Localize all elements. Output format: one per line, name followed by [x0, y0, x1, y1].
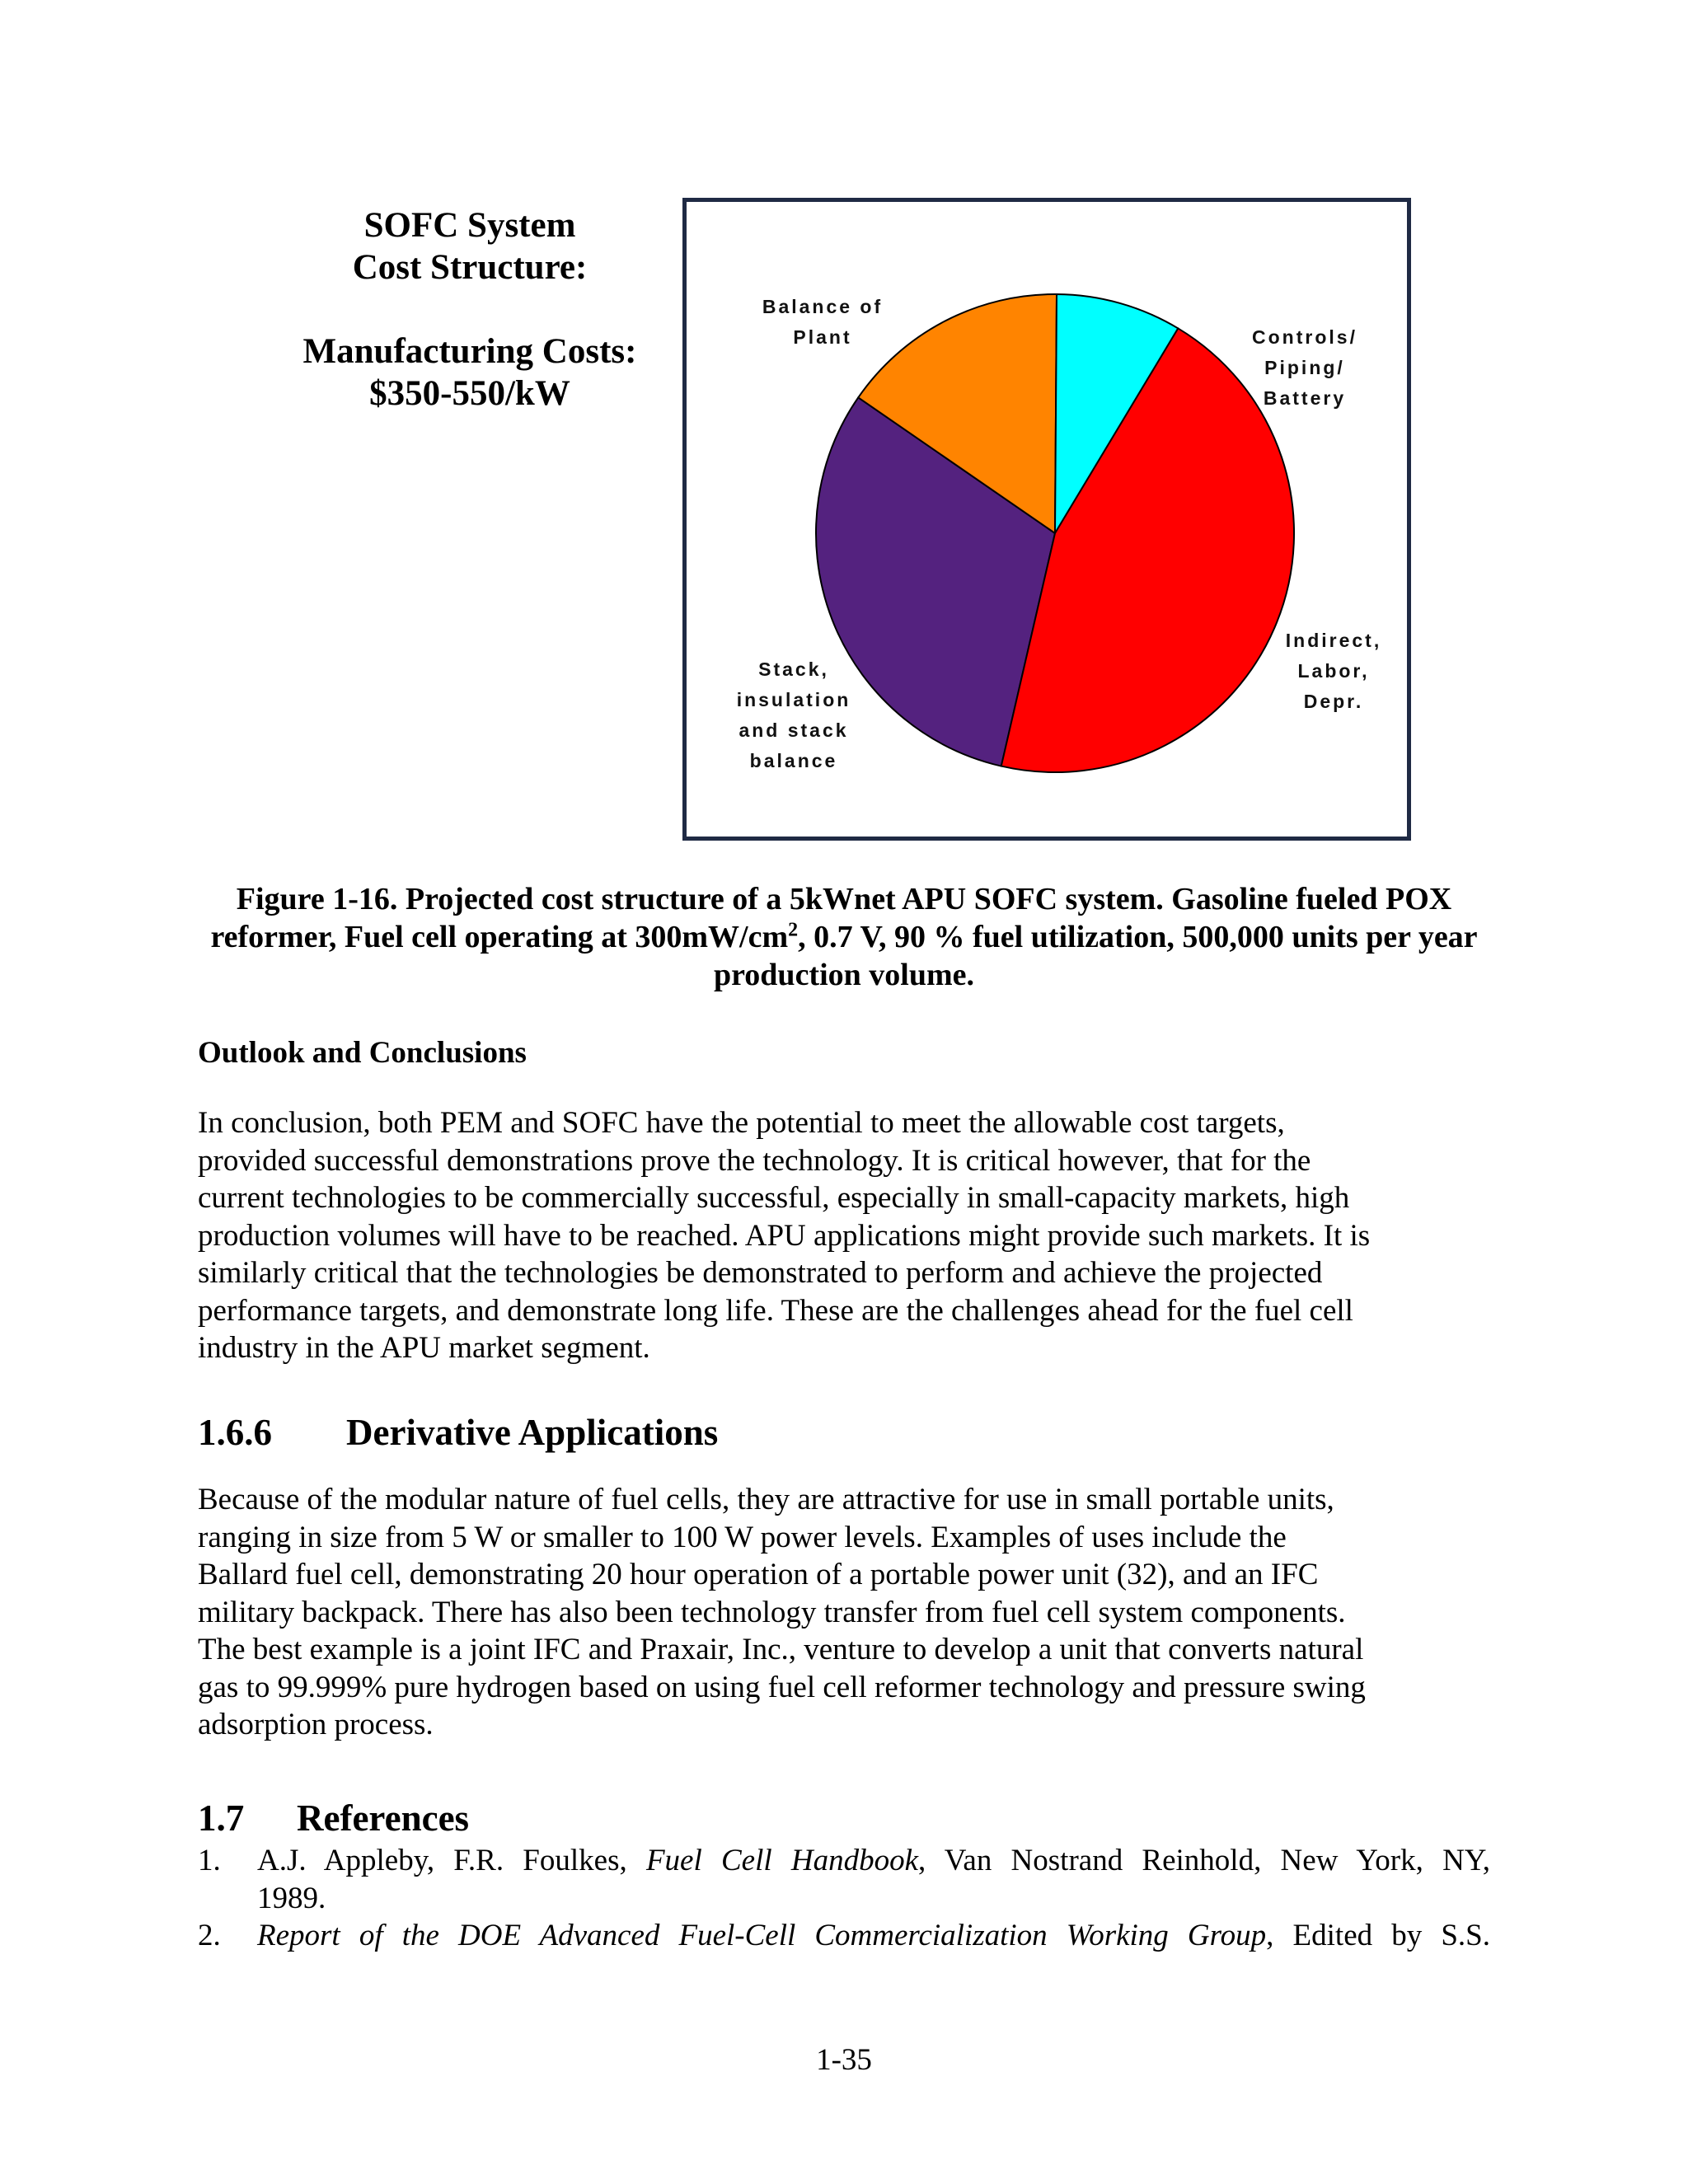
paragraph-line: adsorption process. [198, 1708, 434, 1741]
reference-line [257, 1842, 1490, 1880]
caption-text: Figure 1-16. Projected cost structure of a 5kWnet APU SOFC system. Gasoline fueled POX reformer, Fuel cell operating at 300mW/cm [210, 882, 1452, 954]
reference-line [257, 1917, 1490, 1955]
caption-superscript: 2 [788, 919, 799, 941]
paragraph-line: current technologies to be commercially successful, especially in small-capacity markets, high [198, 1181, 1350, 1215]
pie-slice-label: Indirect, Labor, Depr. [1285, 630, 1382, 712]
section-number: 1.7 [198, 1797, 245, 1839]
side-title-line: Manufacturing Costs: [302, 332, 637, 371]
figure-side-title [247, 204, 692, 415]
reference-author: A.J. Appleby, F.R. Foulkes, [257, 1844, 646, 1877]
reference-title: Report of the DOE Advanced Fuel-Cell Commercialization Working Group [257, 1919, 1267, 1952]
side-title-spacer [247, 288, 692, 330]
outlook-heading: Outlook and Conclusions [198, 1036, 527, 1070]
reference-item [198, 1917, 1490, 1955]
paragraph-line: gas to 99.999% pure hydrogen based on using fuel cell reformer technology and pressure swing [198, 1670, 1366, 1704]
section-title: References [297, 1797, 470, 1839]
section-number: 1.6.6 [198, 1412, 272, 1453]
paragraph-line: provided successful demonstrations prove the technology. It is critical however, that for the [198, 1143, 1311, 1178]
side-title-line: Cost Structure: [352, 248, 588, 287]
reference-item [198, 1842, 1490, 1917]
section-heading-derivative [198, 1411, 718, 1454]
reference-detail: 1989. [257, 1881, 326, 1915]
reference-detail: , Edited by S.S. [1266, 1919, 1490, 1952]
pie-slice-label: Balance of Plant [762, 296, 884, 348]
paragraph-line: military backpack. There has also been technology transfer from fuel cell system components. [198, 1595, 1346, 1629]
paragraph-line: production volumes will have to be reached. APU applications might provide such markets. It is [198, 1218, 1371, 1253]
outlook-paragraph [198, 1104, 1490, 1367]
side-title-line: SOFC System [363, 206, 576, 245]
reference-number: 1. [198, 1844, 221, 1877]
derivative-paragraph [198, 1481, 1490, 1744]
section-title: Derivative Applications [346, 1412, 719, 1453]
paragraph-line: The best example is a joint IFC and Praxair, Inc., venture to develop a unit that converts natural [198, 1633, 1364, 1666]
page-number: 1-35 [816, 2043, 872, 2077]
pie-chart-frame [682, 198, 1411, 841]
paragraph-line: performance targets, and demonstrate long life. These are the challenges ahead for the fuel cell [198, 1293, 1353, 1328]
paragraph-line: industry in the APU market segment. [198, 1331, 650, 1365]
pie-slice-label: Controls/ Piping/ Battery [1252, 326, 1357, 409]
reference-list [198, 1842, 1490, 1955]
reference-detail: , Van Nostrand Reinhold, New York, NY, [918, 1844, 1490, 1877]
pie-chart [687, 202, 1407, 837]
pie-slice-label: Stack, insulation and stack balance [736, 658, 851, 771]
paragraph-line: similarly critical that the technologies be demonstrated to perform and achieve the projected [198, 1256, 1323, 1290]
paragraph-line: Because of the modular nature of fuel cells, they are attractive for use in small portable units, [198, 1483, 1334, 1516]
paragraph-line: ranging in size from 5 W or smaller to 100 W power levels. Examples of uses include the [198, 1520, 1287, 1554]
side-title-line: $350-550/kW [369, 374, 570, 413]
reference-number: 2. [198, 1919, 221, 1952]
section-heading-references [198, 1797, 469, 1840]
caption-text: , 0.7 V, 90 % fuel utilization, 500,000 units per year production volume. [713, 920, 1478, 992]
figure-caption [198, 880, 1490, 994]
paragraph-line: Ballard fuel cell, demonstrating 20 hour operation of a portable power unit (32), and an IFC [198, 1558, 1319, 1591]
reference-title: Fuel Cell Handbook [645, 1844, 918, 1877]
paragraph-line: In conclusion, both PEM and SOFC have the potential to meet the allowable cost targets, [198, 1106, 1285, 1140]
